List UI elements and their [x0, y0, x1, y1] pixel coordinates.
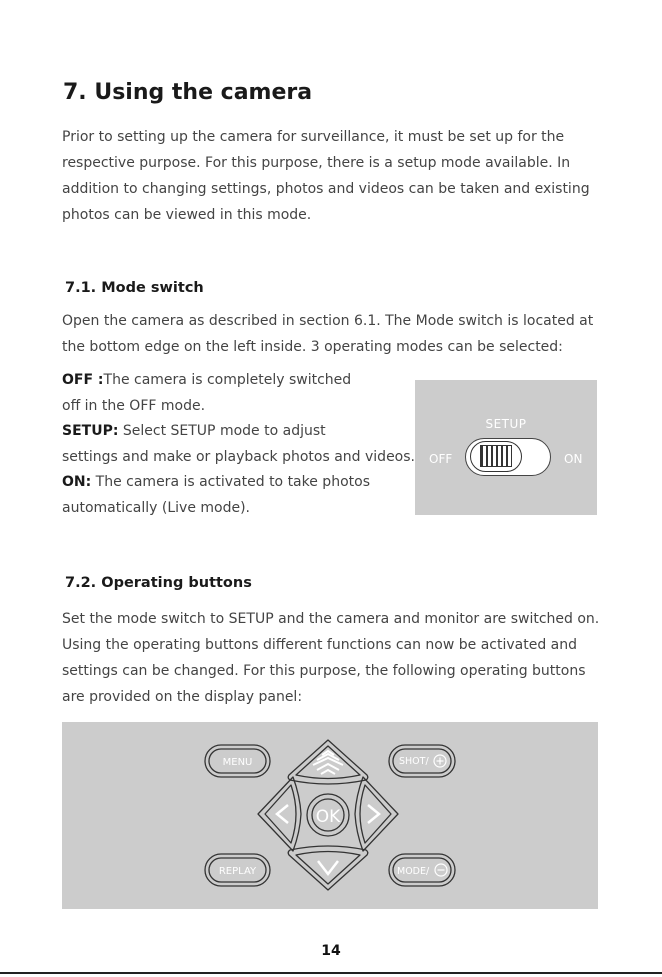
- bottom-rule: [0, 972, 662, 974]
- left-button: [258, 777, 301, 851]
- up-button: [288, 740, 368, 784]
- switch-off-label: OFF: [429, 452, 453, 466]
- mode-on-label: ON:: [62, 474, 92, 490]
- section-heading-operating-buttons: 7.2. Operating buttons: [65, 575, 252, 591]
- switch-setup-label: SETUP: [485, 417, 527, 431]
- chevron-down-icon: [318, 861, 338, 874]
- mode-setup-line: [62, 419, 415, 445]
- intro-line: photos can be viewed in this mode.: [62, 207, 312, 223]
- operating-line: Using the operating buttons different functions can now be activated and: [62, 637, 578, 653]
- right-button: [355, 777, 398, 851]
- mode-switch-illustration: [415, 380, 597, 515]
- mode-button-label: MODE/: [397, 866, 430, 877]
- ok-button-label: OK: [315, 807, 341, 827]
- mode-on-text: The camera is activated to take photos: [91, 474, 370, 490]
- mode-off-label: OFF :: [62, 372, 104, 388]
- section-heading-mode-switch: 7.1. Mode switch: [65, 280, 204, 296]
- down-button: [288, 846, 368, 890]
- mode-switch-line: the bottom edge on the left inside. 3 operating modes can be selected:: [62, 339, 563, 355]
- button-panel-svg: [62, 722, 598, 909]
- menu-button-label: MENU: [222, 757, 253, 768]
- replay-button-label: REPLAY: [218, 866, 257, 877]
- minus-icon: [435, 864, 447, 876]
- page-number: 14: [321, 943, 341, 959]
- intro-line: Prior to setting up the camera for surveillance, it must be set up for the: [62, 129, 565, 145]
- ok-button: [307, 794, 349, 836]
- mode-on-line-2: automatically (Live mode).: [62, 499, 251, 516]
- switch-track: [465, 438, 551, 476]
- mode-off-line-2: off in the OFF mode.: [62, 397, 206, 414]
- mode-setup-label: SETUP:: [62, 423, 119, 439]
- shot-button-label: SHOT/: [399, 756, 429, 767]
- operating-buttons-paragraph: [62, 606, 599, 710]
- replay-button: [205, 854, 270, 886]
- shot-button: [389, 745, 455, 777]
- mode-on-line: [62, 470, 415, 496]
- plus-icon: [434, 755, 446, 767]
- mode-setup-line-2: settings and make or playback photos and videos.: [62, 448, 415, 465]
- switch-knob: [470, 441, 522, 472]
- mode-descriptions: [62, 368, 415, 521]
- mode-off-text: The camera is completely switched: [103, 372, 352, 388]
- intro-line: respective purpose. For this purpose, there is a setup mode available. In: [62, 155, 571, 171]
- mode-switch-paragraph: [62, 308, 593, 360]
- operating-line: Set the mode switch to SETUP and the camera and monitor are switched on.: [62, 611, 600, 627]
- operating-line: settings can be changed. For this purpose, the following operating buttons: [62, 663, 586, 679]
- mode-off-line: [62, 368, 415, 394]
- mode-switch-line: Open the camera as described in section 6.1. The Mode switch is located at: [62, 313, 594, 329]
- page-title: 7. Using the camera: [63, 80, 313, 105]
- switch-on-label: ON: [564, 452, 583, 466]
- mode-button: [389, 854, 455, 886]
- menu-button: [205, 745, 270, 777]
- operating-line: are provided on the display panel:: [62, 689, 303, 705]
- intro-paragraph: [62, 124, 590, 228]
- intro-line: addition to changing settings, photos and videos can be taken and existing: [62, 181, 590, 197]
- operating-buttons-illustration: [62, 722, 598, 909]
- switch-grip-icon: [480, 445, 512, 467]
- chevron-right-icon: [368, 805, 379, 823]
- mode-setup-text: Select SETUP mode to adjust: [118, 423, 326, 439]
- chevron-left-icon: [277, 805, 288, 823]
- wifi-icon: [313, 751, 343, 774]
